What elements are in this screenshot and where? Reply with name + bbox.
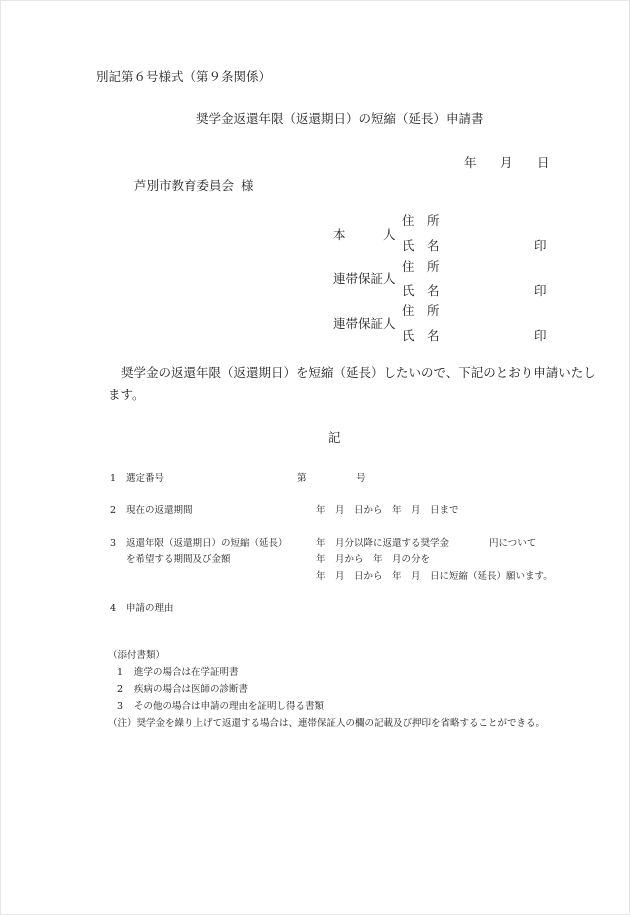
item3-label-line2: を希望する期間及び金額 bbox=[126, 554, 231, 565]
item1-label: 選定番号 bbox=[126, 473, 165, 484]
attachment-number: 3 bbox=[117, 701, 124, 712]
item1-go: 号 bbox=[356, 473, 366, 484]
applicant-seal-mark: 印 bbox=[534, 238, 547, 253]
attachments-note: （注）奨学金を繰り上げて返還する場合は、連帯保証人の欄の記載及び押印を省略することができる。 bbox=[108, 718, 546, 729]
guarantor1-role-label: 連帯保証人 bbox=[333, 271, 396, 286]
addressee-name: 芦別市教育委員会 bbox=[134, 178, 235, 193]
form-number-label: 別記第６号様式（第９条関係） bbox=[96, 69, 272, 84]
date-month-label: 月 bbox=[500, 155, 513, 170]
guarantor2-role-label: 連帯保証人 bbox=[333, 316, 396, 331]
guarantor1-address-label: 住 所 bbox=[402, 259, 440, 274]
item2-label: 現在の返還期間 bbox=[126, 505, 193, 516]
guarantor1-seal-mark: 印 bbox=[534, 283, 547, 298]
applicant-name-label: 氏 名 bbox=[402, 238, 440, 253]
document-title: 奨学金返還年限（返還期日）の短縮（延長）申請書 bbox=[196, 111, 484, 126]
guarantor2-name-label: 氏 名 bbox=[402, 328, 440, 343]
item2-number: 2 bbox=[110, 505, 117, 516]
applicant-role-label: 本 人 bbox=[333, 227, 396, 242]
item3-label-line1: 返還年限（返還期日）の短縮（延長） bbox=[126, 538, 288, 549]
item1-number: 1 bbox=[110, 473, 117, 484]
item3-value-line1b: 円について bbox=[489, 538, 537, 549]
guarantor2-seal-mark: 印 bbox=[534, 328, 547, 343]
date-year-label: 年 bbox=[464, 155, 477, 170]
item1-dai: 第 bbox=[297, 473, 307, 484]
attachment-number: 1 bbox=[117, 667, 124, 678]
attachments-heading: （添付書類） bbox=[108, 650, 166, 661]
attachment-text: 疾病の場合は医師の診断書 bbox=[134, 684, 249, 695]
request-body-line2: ます。 bbox=[108, 387, 145, 402]
guarantor2-address-label: 住 所 bbox=[402, 303, 440, 318]
item3-value-line1a: 年 月分以降に返還する奨学金 bbox=[316, 538, 450, 549]
guarantor1-name-label: 氏 名 bbox=[402, 283, 440, 298]
attachment-text: 進学の場合は在学証明書 bbox=[134, 667, 239, 678]
applicant-address-label: 住 所 bbox=[402, 213, 440, 228]
item2-value: 年 月 日から 年 月 日まで bbox=[316, 505, 459, 516]
item4-number: 4 bbox=[110, 603, 117, 614]
item4-label: 申請の理由 bbox=[126, 603, 174, 614]
attachment-text: その他の場合は申請の理由を証明し得る書類 bbox=[134, 701, 325, 712]
request-body-line1: 奨学金の返還年限（返還期日）を短縮（延長）したいので、下記のとおり申請いたし bbox=[121, 365, 596, 380]
addressee-honorific: 様 bbox=[241, 178, 254, 193]
item3-value-line2: 年 月から 年 月の分を bbox=[316, 554, 431, 565]
record-mark: 記 bbox=[328, 430, 341, 445]
item3-value-line3: 年 月 日から 年 月 日に短縮（延長）願います。 bbox=[316, 571, 553, 582]
attachment-number: 2 bbox=[117, 684, 124, 695]
item3-number: 3 bbox=[110, 538, 117, 549]
date-day-label: 日 bbox=[537, 155, 550, 170]
